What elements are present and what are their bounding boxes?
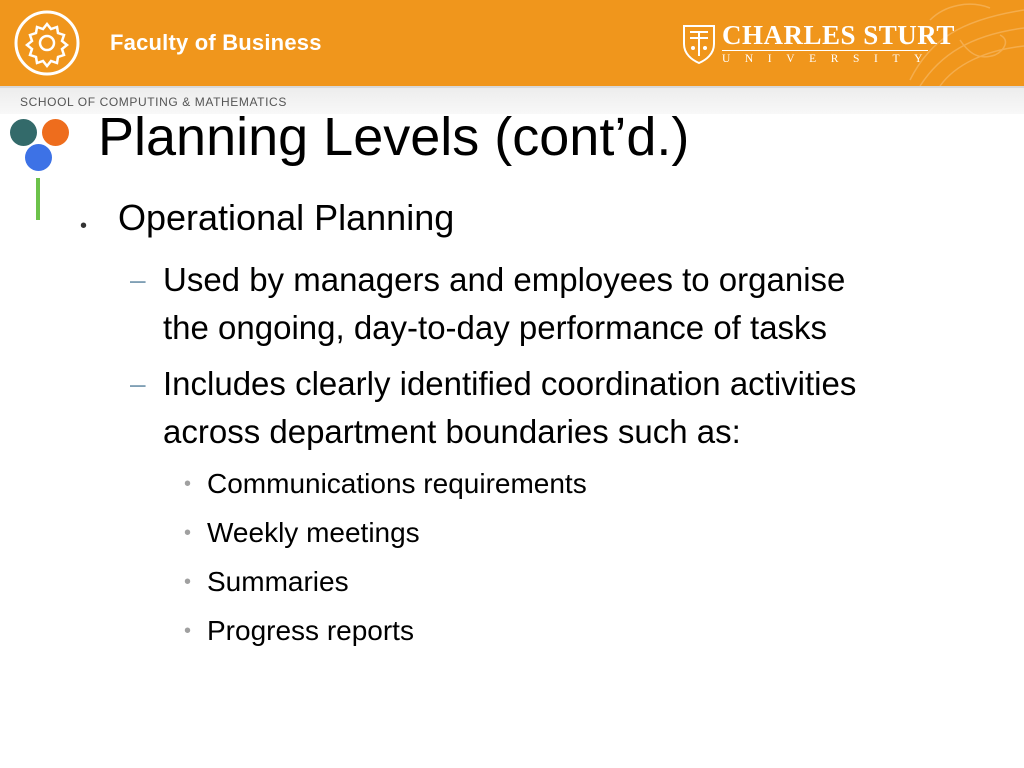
list-item-text: Progress reports bbox=[207, 615, 414, 646]
slide-title: Planning Levels (cont’d.) bbox=[98, 107, 690, 167]
sub-bullet-line: Used by managers and employees to organise bbox=[163, 261, 846, 298]
gear-icon bbox=[14, 10, 80, 76]
faculty-title: Faculty of Business bbox=[110, 30, 322, 55]
list-item-text: Summaries bbox=[207, 566, 349, 597]
bullet-marker: • bbox=[184, 473, 192, 495]
orange-dot bbox=[42, 119, 69, 146]
sub-bullet-line: the ongoing, day-to-day performance of tasks bbox=[163, 309, 828, 346]
list-item-text: Weekly meetings bbox=[207, 517, 420, 548]
header-banner bbox=[0, 0, 1024, 86]
bullet-text: Operational Planning bbox=[118, 197, 455, 238]
logo-divider bbox=[722, 50, 928, 51]
dash-marker: – bbox=[130, 368, 146, 399]
university-subtitle: UNIVERSITY bbox=[722, 53, 937, 65]
bullet-marker: • bbox=[184, 571, 192, 593]
dash-marker: – bbox=[130, 264, 146, 295]
blue-dot bbox=[25, 144, 52, 171]
sub-bullet-line: Includes clearly identified coordination activities bbox=[163, 365, 857, 402]
shield-icon bbox=[682, 22, 716, 64]
school-name: SCHOOL OF COMPUTING & MATHEMATICS bbox=[20, 95, 287, 109]
list-item-text: Communications requirements bbox=[207, 468, 587, 499]
bullet-marker: • bbox=[80, 215, 88, 237]
university-logo bbox=[682, 20, 955, 70]
strip-divider bbox=[0, 86, 1024, 88]
bullet-marker: • bbox=[184, 522, 192, 544]
bullet-marker: • bbox=[184, 620, 192, 642]
teal-dot bbox=[10, 119, 37, 146]
green-bar bbox=[36, 178, 40, 220]
sub-bullet-line: across department boundaries such as: bbox=[163, 413, 741, 450]
university-name: CHARLES STURT bbox=[722, 20, 955, 50]
